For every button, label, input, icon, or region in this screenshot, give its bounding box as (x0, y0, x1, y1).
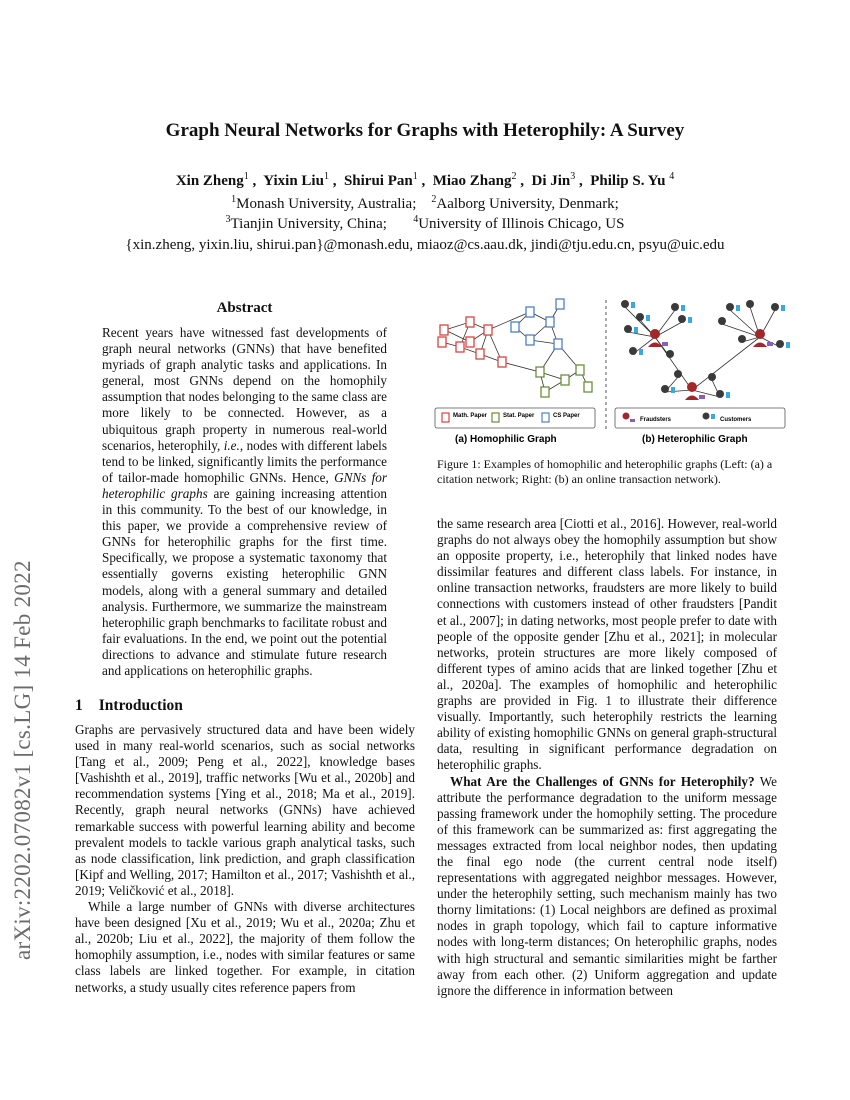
paper-title: Graph Neural Networks for Graphs with Heterophily: A Survey (165, 120, 685, 141)
paragraph: What Are the Challenges of GNNs for Heterophily? We attribute the performance degradation to the uniform message passing framework under the homophily setting. The procedure of this framework can be summarized as: first aggregating the messages extracted from local neighbor nodes, then updating the final ego node (the current central node itself) representations with aggregated neighbor messages. However, under the heterophily setting, such mechanism mainly has two thorny limitations: (1) Local neighbors are defined as proximal nodes in graph topology, which fail to capture informative nodes with long-term distances; On heterophilic graphs, nodes with high structural and semantic similarities might be farther away from each other. (2) Uniform aggregation and update ignore the difference in information between (437, 773, 777, 998)
author-name: Philip S. Yu (590, 173, 666, 189)
author-name: Miao Zhang (432, 173, 512, 189)
abstract-body: Recent years have witnessed fast developments of graph neural networks (GNNs) that have benefited myriads of graph analytic tasks and applications. In general, most GNNs depend on the homophily assumption that nodes belonging to the same class are more likely to be connected. However, as a ubiquitous graph property in numerous real-world scenarios, heterophily, i.e., nodes with different labels tend to be linked, significantly limits the performance of tailor-made homophilic GNNs. Hence, GNNs for heterophilic graphs are gaining increasing attention in this community. To the best of our knowledge, in this paper, we provide a comprehensive review of GNNs for heterophilic graphs for the first time. Specifically, we propose a systematic taxonomy that essentially governs existing heterophilic GNN models, along with a general summary and detailed analysis. Furthermore, we summarize the mainstream heterophilic graph benchmarks to facilitate robust and fair evaluations. In the end, we point out the potential directions to advance and stimulate future research and applications on heterophilic graphs. (102, 325, 388, 678)
affiliation-line-2: $^3$Tianjin University, China; $^4$University of Illinois Chicago, US (225, 214, 625, 232)
author-emails: {xin.zheng, yixin.liu, shirui.pan}@monash.edu, miaoz@cs.aau.dk, jindi@tju.edu.cn, psyu@uic.edu (125, 237, 725, 253)
legend-cs: CS Paper (553, 413, 580, 419)
figure-label-a: (a) Homophilic Graph (455, 434, 557, 445)
paragraph: While a large number of GNNs with diverse architectures have been designed [Xu et al., 2019; Wu et al., 2020a; Zhu et al., 2020b; Liu et al., 2022], the majority of them follow the homophily assumption, i.e., nodes with similar features or same class labels are linked together. For example, in citation networks, a study usually cites reference papers from (75, 899, 415, 995)
abstract-heading: Abstract (216, 300, 273, 316)
author-name: Di Jin (531, 173, 571, 189)
legend-fraudsters: Fraudsters (640, 417, 672, 423)
homophilic-graph-panel (435, 299, 595, 445)
introduction-body (75, 722, 415, 996)
section-heading-introduction: 1 Introduction (75, 697, 183, 714)
figure-1 (430, 292, 790, 447)
paragraph: the same research area [Ciotti et al., 2016]. However, real-world graphs do not always obey the homophily assumption but show an opposite property, i.e., heterophily that linked nodes have dissimilar features and different class labels. For instance, in online transaction networks, fraudsters are more likely to build connections with customers instead of other fraudsters [Pandit et al., 2007]; in dating networks, most people prefer to date with people of the opposite gender [Zhu et al., 2021]; in molecular networks, protein structures are more likely composed of different types of amino acids that are linked together [Zhu et al., 2020a]. The examples of homophilic and heterophilic graphs are provided in Fig. 1 to illustrate their difference visually. Importantly, such heterophily restricts the learning ability of existing homophilic GNNs on general graph-structural data, resulting in significant performance degradation on heterophilic graphs. (437, 516, 777, 773)
legend-customers: Customers (720, 417, 752, 423)
legend-math: Math. Paper (453, 413, 488, 419)
author-name: Yixin Liu (263, 173, 324, 189)
author-name: Xin Zheng (175, 173, 244, 189)
author-name: Shirui Pan (343, 173, 413, 189)
legend-stat: Stat. Paper (503, 413, 535, 419)
heterophilic-graph-panel (615, 300, 790, 445)
figure-caption: Figure 1: Examples of homophilic and heterophilic graphs (Left: (a) a citation network; Right: (b) an online transaction network). (437, 457, 773, 486)
affiliation-line-1: $^1$Monash University, Australia; $^2$Aalborg University, Denmark; (231, 194, 619, 212)
author-list: Xin Zheng$^1$ , Yixin Liu$^1$ , Shirui Pan$^1$ , Miao Zhang$^2$ , Di Jin$^3$ , Philip S. Yu $^4$ (175, 171, 675, 189)
right-column-body (437, 516, 777, 999)
figure-label-b: (b) Heterophilic Graph (642, 434, 748, 445)
arxiv-identifier: arXiv:2202.07082v1 [cs.LG] 14 Feb 2022 (10, 560, 35, 960)
paragraph: Graphs are pervasively structured data and have been widely used in many real-world scenarios, such as social networks [Tang et al., 2009; Peng et al., 2022], knowledge bases [Vashishth et al., 2019], traffic networks [Wu et al., 2020b] and recommendation systems [Ying et al., 2018; Ma et al., 2019]. Recently, graph neural networks (GNNs) have achieved remarkable success with powerful learning ability and become prevalent models to tackle various graph analytical tasks, such as node classification, link prediction, and graph classification [Kipf and Welling, 2017; Hamilton et al., 2017; Vashishth et al., 2019; Veličković et al., 2018]. (75, 722, 415, 898)
